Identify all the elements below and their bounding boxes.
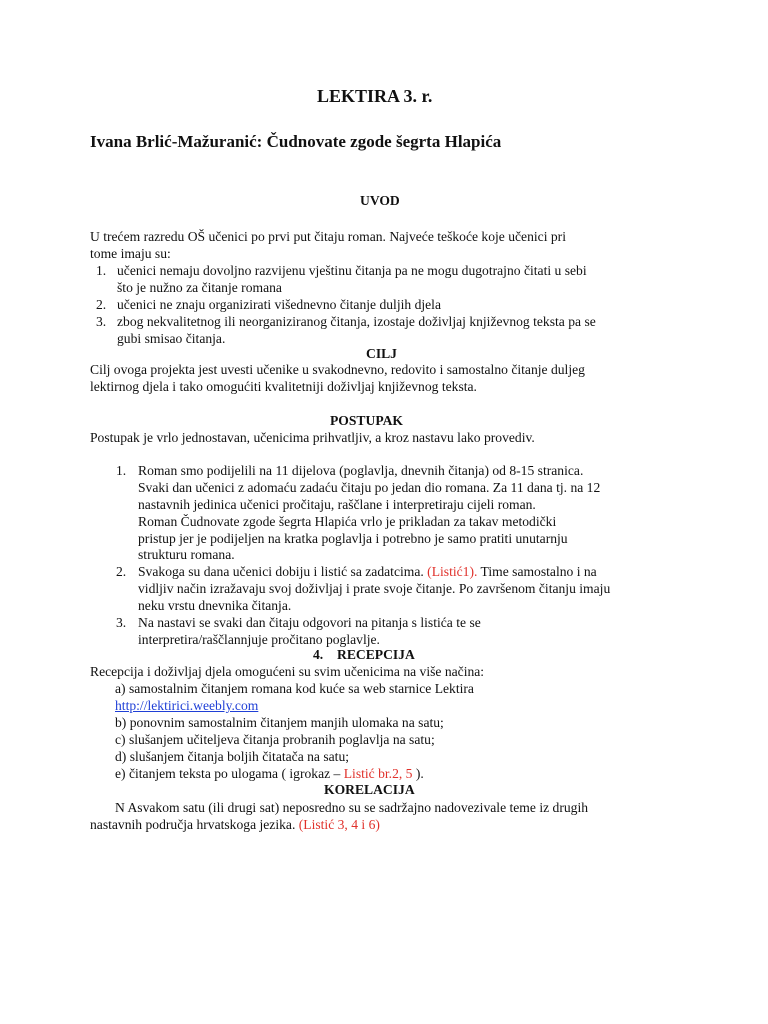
postupak-item-2-line2: vidljiv način izražavaju svoj doživljaj i prate svoje čitanje. Po završenom čitanju imaju	[138, 581, 611, 596]
recepcija-item-b: b) ponovnim samostalnim čitanjem manjih ulomaka na satu;	[115, 715, 444, 730]
korelacija-line2: nastavnih područja hrvatskoga jezika. (Listić 3, 4 i 6)	[90, 817, 380, 832]
postupak-item-3-line1: Na nastavi se svaki dan čitaju odgovori na pitanja s listića te se	[138, 615, 481, 630]
postupak-item-1-line1: Roman smo podijelili na 11 dijelova (poglavlja, dnevnih čitanja) od 8-15 stranica.	[138, 463, 584, 478]
reference-listic-2-5: Listić br.2, 5	[343, 766, 413, 781]
section-heading-postupak: POSTUPAK	[330, 413, 404, 428]
uvod-item-3-number: 3.	[96, 314, 107, 329]
uvod-item-1-line2: što je nužno za čitanje romana	[117, 280, 282, 295]
uvod-item-3-line2: gubi smisao čitanja.	[117, 331, 226, 346]
section-heading-cilj: CILJ	[366, 346, 397, 361]
cilj-line2: lektirnog djela i tako omogućiti kvalitetniji doživljaj književnog teksta.	[90, 379, 477, 394]
recepcija-item-c: c) slušanjem učiteljeva čitanja probranih poglavlja na satu;	[115, 732, 435, 747]
section-heading-uvod: UVOD	[360, 193, 400, 208]
uvod-item-1-number: 1.	[96, 263, 107, 278]
document-title: LEKTIRA 3. r.	[317, 86, 433, 106]
postupak-item-1-line4: Roman Čudnovate zgode šegrta Hlapića vrlo je prikladan za takav metodički	[138, 514, 557, 529]
reference-listic-1: (Listić1).	[427, 564, 478, 579]
postupak-item-2-line3: neku vrstu dnevnika čitanja.	[138, 598, 292, 613]
uvod-item-2-number: 2.	[96, 297, 107, 312]
recepcija-intro: Recepcija i doživljaj djela omogućeni su svim učenicima na više načina:	[90, 664, 485, 679]
reference-listic-3-4-6: (Listić 3, 4 i 6)	[298, 817, 380, 832]
recepcija-item-d: d) slušanjem čitanja boljih čitatača na satu;	[115, 749, 350, 764]
postupak-item-1-line5: pristup jer je podijeljen na kratka poglavlja i potrebno je samo pratiti unutarnju	[138, 531, 568, 546]
uvod-intro-line1: U trećem razredu OŠ učenici po prvi put čitaju roman. Najveće teškoće koje učenici pri	[90, 229, 566, 244]
uvod-item-1-line1: učenici nemaju dovoljno razvijenu vještinu čitanja pa ne mogu dugotrajno čitati u sebi	[117, 263, 587, 278]
postupak-item-1-line2: Svaki dan učenici z adomaću zadaću čitaju po jedan dio romana. Za 11 dana tj. na 12	[138, 480, 601, 495]
korelacija-line1: N Asvakom satu (ili drugi sat) neposredno su se sadržajno nadovezivale teme iz drugih	[115, 800, 589, 815]
postupak-item-2-line1: Svakoga su dana učenici dobiju i listić sa zadatcima. (Listić1). Time samostalno i na	[138, 564, 597, 579]
postupak-item-3-number: 3.	[116, 615, 127, 630]
document-subtitle: Ivana Brlić-Mažuranić: Čudnovate zgode šegrta Hlapića	[90, 132, 502, 151]
uvod-item-2-line1: učenici ne znaju organizirati višednevno čitanje duljih djela	[117, 297, 441, 312]
postupak-item-1-line3: nastavnih jedinica učenici pročitaju, raščlane i interpretiraju cijeli roman.	[138, 497, 536, 512]
postupak-item-1-number: 1.	[116, 463, 127, 478]
recepcija-item-e: e) čitanjem teksta po ulogama ( igrokaz – Listić br.2, 5 ).	[115, 766, 424, 781]
postupak-item-1-line6: strukturu romana.	[138, 547, 235, 562]
section-heading-recepcija: RECEPCIJA	[337, 647, 415, 662]
section-number-recepcija: 4.	[313, 647, 324, 662]
cilj-line1: Cilj ovoga projekta jest uvesti učenike u svakodnevno, redovito i samostalno čitanje duljeg	[90, 362, 585, 377]
lektira-website-link[interactable]: http://lektirici.weebly.com	[115, 698, 259, 713]
postupak-item-2-number: 2.	[116, 564, 127, 579]
uvod-intro-line2: tome imaju su:	[90, 246, 171, 261]
postupak-intro: Postupak je vrlo jednostavan, učenicima prihvatljiv, a kroz nastavu lako provediv.	[90, 430, 535, 445]
postupak-item-3-line2: interpretira/raščlannjuje pročitano poglavlje.	[138, 632, 380, 647]
section-heading-korelacija: KORELACIJA	[324, 782, 415, 797]
uvod-item-3-line1: zbog nekvalitetnog ili neorganiziranog čitanja, izostaje doživljaj književnog teksta pa se	[117, 314, 596, 329]
recepcija-item-a: a) samostalnim čitanjem romana kod kuće sa web starnice Lektira	[115, 681, 474, 696]
